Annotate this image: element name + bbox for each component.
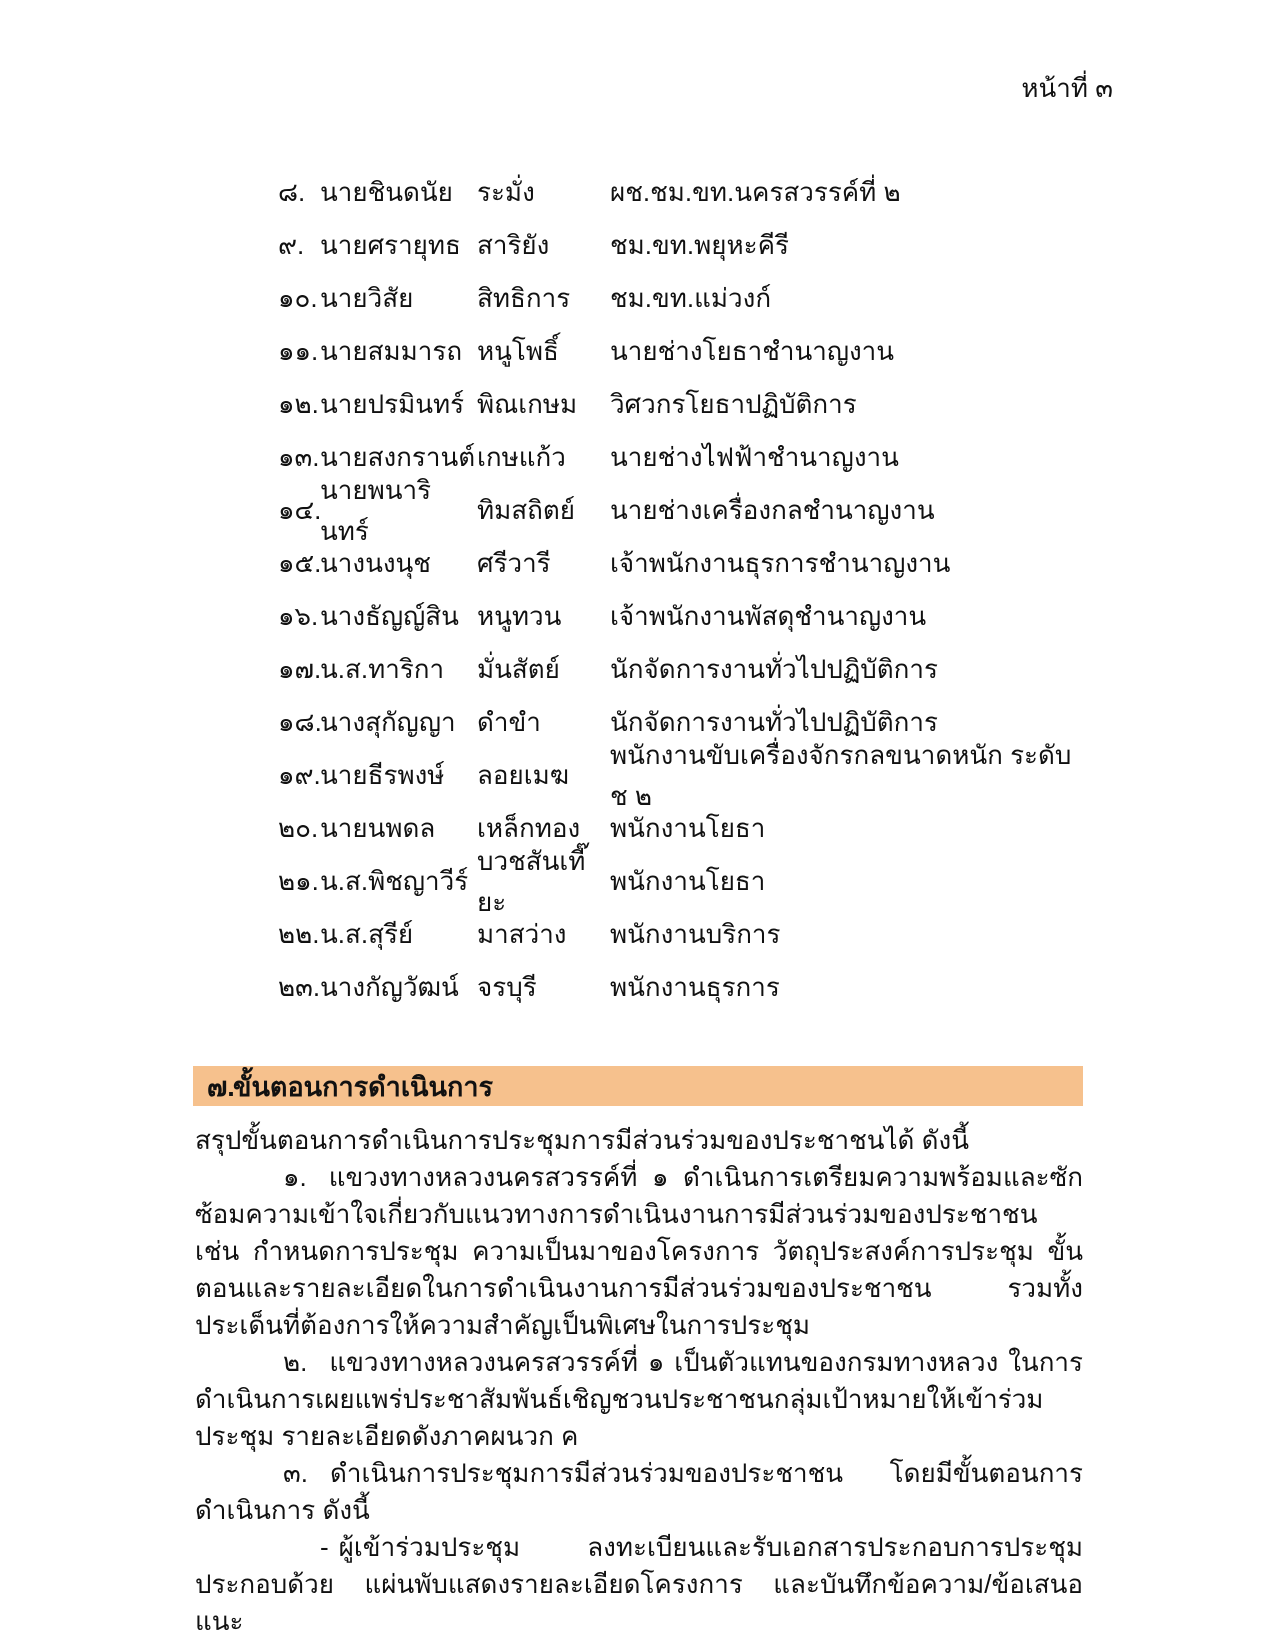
attendee-position: พนักงานธุรการ [610, 972, 780, 1002]
attendee-name: น.ส.ทาริกา [320, 654, 445, 684]
step-2-number: ๒. [283, 1347, 308, 1377]
attendee-number: ๑๐. [278, 283, 318, 313]
attendee-row [195, 378, 1083, 431]
attendee-row [195, 219, 1083, 272]
attendee-number: ๑๘. [278, 707, 322, 737]
procedure-step-2 [195, 1344, 1083, 1455]
section-heading [193, 1066, 1083, 1106]
attendee-surname: หนูโพธิ์ [477, 336, 559, 366]
attendee-position: นักจัดการงานทั่วไปปฏิบัติการ [610, 707, 938, 737]
attendee-number: ๑๒. [278, 389, 319, 419]
section-heading-number: ๗. [207, 1071, 235, 1102]
attendee-number: ๒๑. [278, 866, 319, 896]
attendee-name: น.ส.สุรีย์ [320, 919, 414, 949]
page-number: หน้าที่ ๓ [1021, 73, 1113, 103]
attendee-name: นางนงนุช [320, 548, 431, 578]
step-2-text: แขวงทางหลวงนครสวรรค์ที่ ๑ เป็นตัวแทนของกรมทางหลวง ในการดำเนินการเผยแพร่ประชาสัมพันธ์เชิญชวนประชาชนกลุ่มเป้าหมายให้เข้าร่วมประชุม รายละเอียดดังภาคผนวก ค [195, 1347, 1083, 1451]
attendee-position: พนักงานโยธา [610, 866, 766, 896]
attendee-row [195, 325, 1083, 378]
attendee-position: นักจัดการงานทั่วไปปฏิบัติการ [610, 654, 938, 684]
attendee-surname: มาสว่าง [477, 919, 567, 949]
attendee-surname: ลอยเมฆ [477, 760, 570, 790]
attendee-position: เจ้าพนักงานธุรการชำนาญงาน [610, 548, 951, 578]
attendee-name: นางธัญญ์สิน [320, 601, 459, 631]
attendee-row [195, 590, 1083, 643]
attendee-number: ๑๔. [278, 495, 322, 525]
procedure-step-3-sub [195, 1529, 1083, 1640]
attendee-number: ๑๖. [278, 601, 319, 631]
attendee-number: ๒๓. [278, 972, 321, 1002]
attendee-name: น.ส.พิชญาวีร์ [320, 866, 469, 896]
procedure-section [195, 1122, 1083, 1640]
attendee-row [195, 739, 1083, 811]
attendee-row [195, 802, 1083, 855]
attendee-row [195, 166, 1083, 219]
attendee-surname: สาริยัง [477, 230, 550, 260]
attendee-name: นางสุกัญญา [320, 707, 456, 737]
attendee-name: นายศรายุทธ [320, 230, 461, 260]
attendee-name: นายนพดล [320, 813, 436, 843]
attendee-position: ผช.ชม.ขท.นครสวรรค์ที่ ๒ [610, 177, 901, 207]
attendee-name: นายปรมินทร์ [320, 389, 465, 419]
step-3-sub-text: ผู้เข้าร่วมประชุม ลงทะเบียนและรับเอกสารประกอบการประชุม ประกอบด้วย แผ่นพับแสดงรายละเอียดโครงการ และบันทึกข้อความ/ข้อเสนอแนะ [195, 1532, 1083, 1636]
step-1-text: แขวงทางหลวงนครสวรรค์ที่ ๑ ดำเนินการเตรียมความพร้อมและซักซ้อมความเข้าใจเกี่ยวกับแนวทางการดำเนินงานการมีส่วนร่วมของประชาชน เช่น กำหนดการประชุม ความเป็นมาของโครงการ วัตถุประสงค์การประชุม ขั้นตอนและรายละเอียดในการดำเนินงานการมีส่วนร่วมของประชาชน รวมทั้งประเด็นที่ต้องการให้ความสำคัญเป็นพิเศษในการประชุม [195, 1162, 1083, 1340]
attendee-number: ๑๕. [278, 548, 322, 578]
attendee-number: ๒๒. [278, 919, 320, 949]
attendee-name: นายพนารินทร์ [320, 474, 432, 546]
attendee-list [195, 166, 1083, 1014]
section-heading-title: ขั้นตอนการดำเนินการ [233, 1071, 493, 1102]
attendee-position: นายช่างเครื่องกลชำนาญงาน [610, 495, 935, 525]
attendee-surname: สิทธิการ [477, 283, 571, 313]
procedure-step-1 [195, 1159, 1083, 1344]
attendee-number: ๑๓. [278, 442, 320, 472]
attendee-surname: บวชสันเที๊ยะ [477, 845, 586, 917]
attendee-name: นายวิสัย [320, 283, 414, 313]
attendee-surname: พิณเกษม [477, 389, 578, 419]
attendee-number: ๑๑. [278, 336, 319, 366]
attendee-surname: ดำขำ [477, 707, 541, 737]
attendee-name: นายธีรพงษ์ [320, 760, 445, 790]
attendee-surname: หนูทวน [477, 601, 562, 631]
attendee-number: ๘. [278, 177, 306, 207]
attendee-row [195, 537, 1083, 590]
attendee-position: เจ้าพนักงานพัสดุชำนาญงาน [610, 601, 927, 631]
step-1-number: ๑. [283, 1162, 307, 1192]
step-3-sub-dash: - [320, 1532, 329, 1562]
attendee-surname: จรบุรี [477, 972, 537, 1002]
attendee-row [195, 908, 1083, 961]
attendee-number: ๒๐. [278, 813, 319, 843]
attendee-surname: เกษแก้ว [477, 442, 566, 472]
attendee-position: ชม.ขท.พยุหะคีรี [610, 230, 789, 260]
procedure-step-3 [195, 1455, 1083, 1529]
attendee-number: ๙. [278, 230, 305, 260]
attendee-surname: ทิมสถิตย์ [477, 495, 576, 525]
attendee-name: นายสมมารถ [320, 336, 463, 366]
attendee-row [195, 845, 1083, 917]
attendee-row [195, 961, 1083, 1014]
attendee-surname: มั่นสัตย์ [477, 654, 560, 684]
attendee-position: วิศวกรโยธาปฏิบัติการ [610, 389, 857, 419]
attendee-position: นายช่างไฟฟ้าชำนาญงาน [610, 442, 899, 472]
attendee-position: พนักงานบริการ [610, 919, 781, 949]
attendee-position: พนักงานโยธา [610, 813, 766, 843]
attendee-name: นางกัญวัฒน์ [320, 972, 459, 1002]
attendee-surname: ระมั่ง [477, 177, 535, 207]
attendee-position: นายช่างโยธาชำนาญงาน [610, 336, 895, 366]
attendee-row [195, 272, 1083, 325]
attendee-name: นายสงกรานต์ [320, 442, 476, 472]
attendee-position: พนักงานขับเครื่องจักรกลขนาดหนัก ระดับ ช ๒ [610, 739, 1072, 811]
attendee-number: ๑๗. [278, 654, 322, 684]
attendee-row [195, 474, 1083, 546]
attendee-position: ชม.ขท.แม่วงก์ [610, 283, 772, 313]
attendee-surname: เหล็กทอง [477, 813, 581, 843]
attendee-surname: ศรีวารี [477, 548, 551, 578]
attendee-name: นายชินดนัย [320, 177, 453, 207]
attendee-row [195, 643, 1083, 696]
procedure-intro: สรุปขั้นตอนการดำเนินการประชุมการมีส่วนร่วมของประชาชนได้ ดังนี้ [195, 1125, 970, 1155]
step-3-text: ดำเนินการประชุมการมีส่วนร่วมของประชาชน โดยมีขั้นตอนการดำเนินการ ดังนี้ [195, 1458, 1083, 1525]
attendee-number: ๑๙. [278, 760, 321, 790]
step-3-number: ๓. [283, 1458, 308, 1488]
